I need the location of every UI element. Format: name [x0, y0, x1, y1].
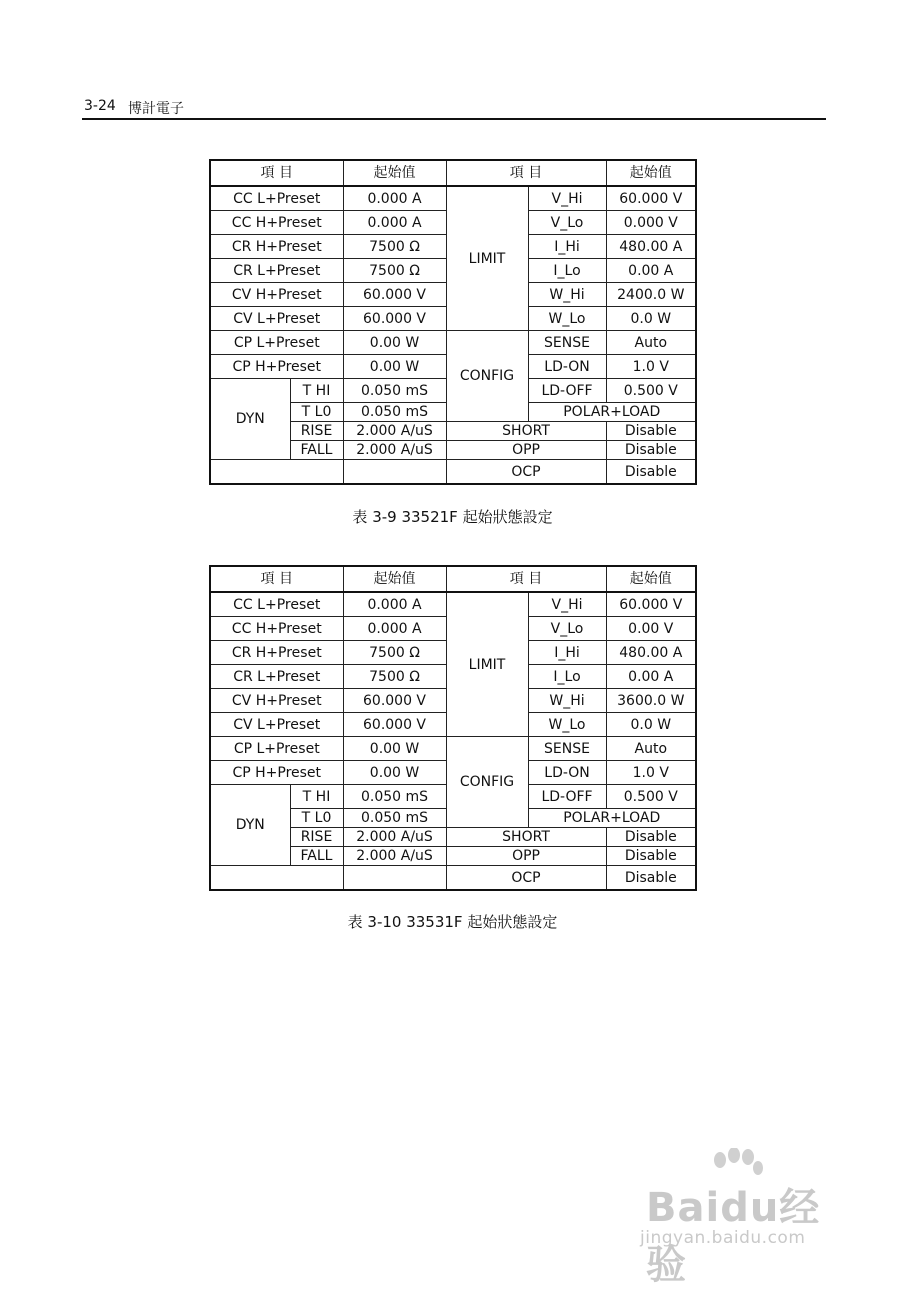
item-value: 0.00 A	[606, 665, 696, 689]
table-row	[210, 460, 696, 485]
item-value: 1.0 V	[606, 761, 696, 785]
item-value: 0.0 W	[606, 307, 696, 331]
item-value: 0.000 A	[343, 617, 446, 641]
item-label: CC L+Preset	[210, 186, 343, 211]
item-label: T L0	[290, 403, 343, 422]
settings-table-33521f	[209, 159, 697, 485]
table-row	[210, 186, 696, 211]
item-label: CR H+Preset	[210, 235, 343, 259]
item-label: SHORT	[446, 828, 606, 847]
item-label: V_Hi	[528, 186, 606, 211]
header-item-right: 項 目	[446, 160, 606, 186]
item-label: W_Lo	[528, 713, 606, 737]
item-value: 0.00 W	[343, 761, 446, 785]
empty-cell	[210, 460, 343, 485]
item-value: 7500 Ω	[343, 665, 446, 689]
item-value: 60.000 V	[343, 713, 446, 737]
item-label: W_Lo	[528, 307, 606, 331]
item-value: 480.00 A	[606, 235, 696, 259]
item-value: 2.000 A/uS	[343, 422, 446, 441]
table-row	[210, 737, 696, 761]
watermark-brand: Baidu经验	[646, 1185, 821, 1288]
item-value: 60.000 V	[343, 307, 446, 331]
table-row	[210, 331, 696, 355]
header-item-left: 項 目	[210, 160, 343, 186]
item-label: LD-OFF	[528, 785, 606, 809]
polar-load-label: POLAR+LOAD	[528, 403, 696, 422]
item-value: Disable	[606, 460, 696, 485]
item-value: 0.500 V	[606, 379, 696, 403]
item-value: 0.000 A	[343, 186, 446, 211]
item-value: Auto	[606, 331, 696, 355]
item-value: 480.00 A	[606, 641, 696, 665]
table-header-row	[210, 566, 696, 592]
item-label: OCP	[446, 866, 606, 891]
item-label: CP H+Preset	[210, 761, 343, 785]
company-name: 博計電子	[128, 101, 184, 117]
item-label: W_Hi	[528, 283, 606, 307]
item-label: CR L+Preset	[210, 665, 343, 689]
item-label: I_Hi	[528, 641, 606, 665]
baidu-watermark	[640, 1148, 860, 1288]
item-label: CC H+Preset	[210, 617, 343, 641]
limit-group-label: LIMIT	[446, 592, 528, 737]
settings-table-33531f	[209, 565, 697, 891]
item-label: W_Hi	[528, 689, 606, 713]
polar-load-label: POLAR+LOAD	[528, 809, 696, 828]
item-label: RISE	[290, 828, 343, 847]
header-initial-left: 起始值	[343, 160, 446, 186]
item-value: 60.000 V	[606, 592, 696, 617]
item-value: 2.000 A/uS	[343, 828, 446, 847]
item-value: 0.000 A	[343, 592, 446, 617]
item-label: I_Hi	[528, 235, 606, 259]
item-value: 0.000 V	[606, 211, 696, 235]
item-label: CV L+Preset	[210, 713, 343, 737]
item-value: Disable	[606, 422, 696, 441]
item-label: FALL	[290, 847, 343, 866]
item-label: CV H+Preset	[210, 283, 343, 307]
item-value: 60.000 V	[343, 689, 446, 713]
item-label: V_Hi	[528, 592, 606, 617]
item-value: 0.050 mS	[343, 785, 446, 809]
item-label: SHORT	[446, 422, 606, 441]
header-initial-right: 起始值	[606, 160, 696, 186]
item-value: Auto	[606, 737, 696, 761]
item-value: 60.000 V	[343, 283, 446, 307]
item-label: OPP	[446, 847, 606, 866]
item-value: 0.00 W	[343, 331, 446, 355]
item-value: 0.000 A	[343, 211, 446, 235]
item-label: CR L+Preset	[210, 259, 343, 283]
item-value: 60.000 V	[606, 186, 696, 211]
item-value: 0.050 mS	[343, 809, 446, 828]
item-value: 0.050 mS	[343, 379, 446, 403]
item-label: V_Lo	[528, 211, 606, 235]
limit-group-label: LIMIT	[446, 186, 528, 331]
item-value: 2400.0 W	[606, 283, 696, 307]
item-value: 0.00 W	[343, 355, 446, 379]
item-label: SENSE	[528, 331, 606, 355]
item-label: SENSE	[528, 737, 606, 761]
header-item-left: 項 目	[210, 566, 343, 592]
item-value: 0.500 V	[606, 785, 696, 809]
item-label: CC H+Preset	[210, 211, 343, 235]
item-value: 0.0 W	[606, 713, 696, 737]
page-number: 3-24	[84, 98, 116, 114]
header-initial-right: 起始值	[606, 566, 696, 592]
table-header-row	[210, 160, 696, 186]
page-header	[82, 96, 826, 120]
item-label: I_Lo	[528, 259, 606, 283]
item-label: CV H+Preset	[210, 689, 343, 713]
item-label: CP L+Preset	[210, 331, 343, 355]
item-label: T HI	[290, 785, 343, 809]
empty-cell	[343, 460, 446, 485]
item-label: OCP	[446, 460, 606, 485]
item-label: OPP	[446, 441, 606, 460]
item-value: 7500 Ω	[343, 259, 446, 283]
table-caption: 表 3-9 33521F 起始狀態設定	[352, 508, 553, 526]
table-row	[210, 592, 696, 617]
item-value: 0.00 A	[606, 259, 696, 283]
item-label: CR H+Preset	[210, 641, 343, 665]
config-group-label: CONFIG	[446, 737, 528, 828]
item-value: 1.0 V	[606, 355, 696, 379]
item-value: Disable	[606, 828, 696, 847]
item-label: CP L+Preset	[210, 737, 343, 761]
item-value: 7500 Ω	[343, 235, 446, 259]
item-label: T L0	[290, 809, 343, 828]
table-caption: 表 3-10 33531F 起始狀態設定	[347, 913, 558, 931]
item-label: LD-ON	[528, 761, 606, 785]
config-group-label: CONFIG	[446, 331, 528, 422]
item-label: T HI	[290, 379, 343, 403]
empty-cell	[210, 866, 343, 891]
dyn-group-label: DYN	[210, 379, 290, 460]
item-value: 0.00 V	[606, 617, 696, 641]
item-value: Disable	[606, 847, 696, 866]
item-label: RISE	[290, 422, 343, 441]
item-label: LD-ON	[528, 355, 606, 379]
dyn-group-label: DYN	[210, 785, 290, 866]
item-label: I_Lo	[528, 665, 606, 689]
item-label: CP H+Preset	[210, 355, 343, 379]
item-value: 0.050 mS	[343, 403, 446, 422]
item-label: CV L+Preset	[210, 307, 343, 331]
item-label: V_Lo	[528, 617, 606, 641]
item-value: 3600.0 W	[606, 689, 696, 713]
item-value: 2.000 A/uS	[343, 441, 446, 460]
item-value: 2.000 A/uS	[343, 847, 446, 866]
item-label: FALL	[290, 441, 343, 460]
table-row	[210, 866, 696, 891]
item-label: CC L+Preset	[210, 592, 343, 617]
watermark-url: jingyan.baidu.com	[640, 1228, 806, 1248]
item-label: LD-OFF	[528, 379, 606, 403]
empty-cell	[343, 866, 446, 891]
item-value: 0.00 W	[343, 737, 446, 761]
header-initial-left: 起始值	[343, 566, 446, 592]
item-value: 7500 Ω	[343, 641, 446, 665]
item-value: Disable	[606, 441, 696, 460]
item-value: Disable	[606, 866, 696, 891]
header-item-right: 項 目	[446, 566, 606, 592]
